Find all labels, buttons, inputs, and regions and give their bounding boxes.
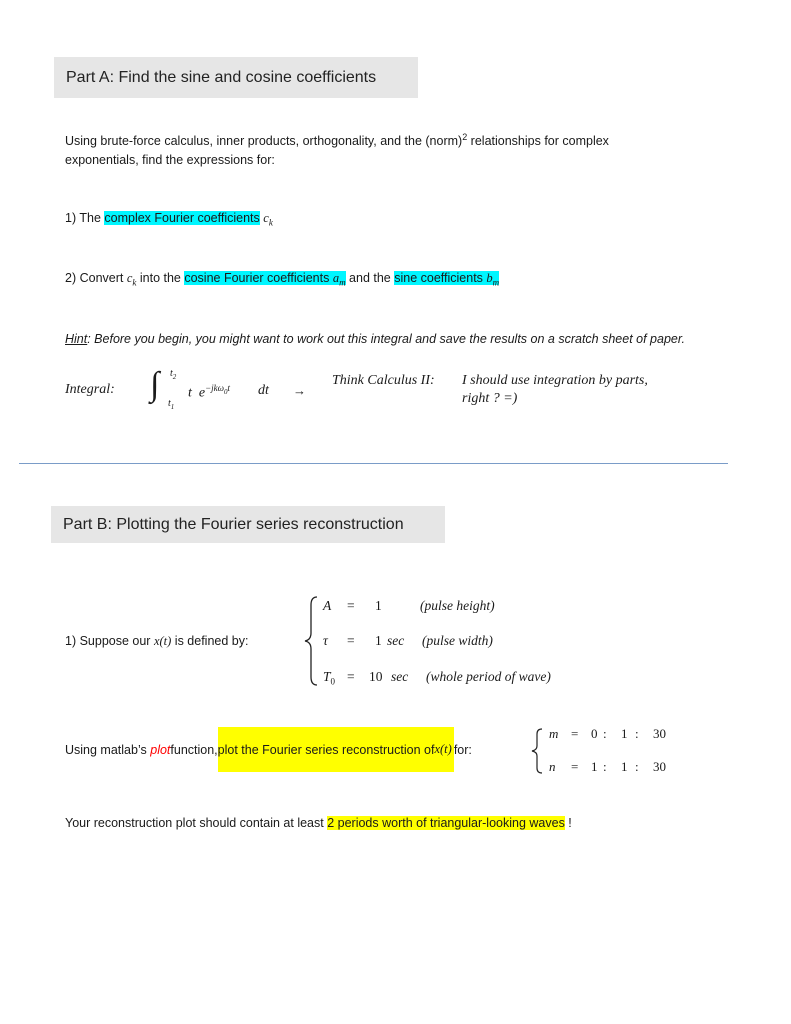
hint-text: : Before you begin, you might want to work out this integral and save the results on a scratch sheet of paper. [87,332,686,346]
matlab-plot-word: plot [150,742,171,757]
part-b-header [51,506,445,543]
matlab-mid: function, [170,742,218,757]
think-line2: right ? =) [462,391,518,406]
item2-mid: into the [136,271,185,285]
hint-label: Hint [65,332,88,346]
integral-expression [150,368,310,418]
item2-highlight-sine: sine coefficients $b_m$ [394,271,500,288]
arrow-icon: → [293,383,306,398]
part-b-title: Part B: Plotting the Fourier series reconstruction [63,515,404,533]
reconstruction-line [65,816,572,830]
think-line1: I should use integration by parts, [462,373,648,388]
integrand: t $e^{-jk\omega_0t}$ [188,383,231,401]
recon-post: ! [564,816,572,830]
item2-highlight-cosine: cosine Fourier coefficients $a_m$ [184,271,346,288]
part-a-intro-line2: exponentials, find the expressions for: [65,153,275,167]
integral-dt: dt [258,383,269,398]
item1-prefix: 1) The [65,211,105,225]
item2-and: and the [345,271,395,285]
intro-text-a: Using brute-force calculus, inner products, orthogonality, and the (norm) [65,134,463,149]
item2-prefix: 2) Convert [65,271,127,285]
recon-prefix: Your reconstruction plot should contain at least [65,816,328,830]
matlab-line [65,727,472,772]
integral-lower-limit: $t_1$ [168,398,175,411]
think-label: Think Calculus II: [332,373,435,388]
part-a-title: Part A: Find the sine and cosine coefficients [66,68,377,86]
section-divider [19,463,728,464]
part-a-item-2 [65,271,499,288]
sys-row-tau: τ = 1 sec (pulse width) [323,633,493,648]
sys-row-a: A = 1 (pulse height) [323,598,495,613]
x-of-t: x(t) [153,634,172,648]
hint-line [65,332,685,346]
intro-text-b: relationships for complex [467,134,609,149]
left-brace-icon-2 [530,727,544,775]
part-a-header [54,57,418,98]
integral-label: Integral: [65,382,115,397]
part-a-item-1 [65,211,273,228]
ck-symbol-2: $c_k$ [126,271,137,288]
item1-highlight: complex Fourier coefficients [104,211,260,225]
matlab-for: for: [453,742,472,757]
partb-item1-post: is defined by: [171,634,249,648]
range-n: n = 1 : 1 : 30 [549,759,666,774]
partb-item1-prefix: 1) Suppose our [65,634,154,648]
part-b-item-1 [65,634,248,649]
left-brace-icon [302,595,320,687]
range-m: m = 0 : 1 : 30 [549,726,666,741]
matlab-highlight: plot the Fourier series reconstruction of x(t) [218,727,454,772]
part-a-intro-line1 [65,132,609,148]
ck-symbol: $c_k$ [263,211,273,228]
sys-row-t0: $T_0 = 10$ sec (whole period of wave) [323,669,551,687]
matlab-prefix: Using matlab’s [65,742,147,757]
recon-highlight: 2 periods worth of triangular-looking waves [327,816,565,830]
integral-sign: ∫ [150,366,160,403]
intro-superscript: 2 [462,132,468,142]
integral-upper-limit: $t_2$ [170,368,177,381]
